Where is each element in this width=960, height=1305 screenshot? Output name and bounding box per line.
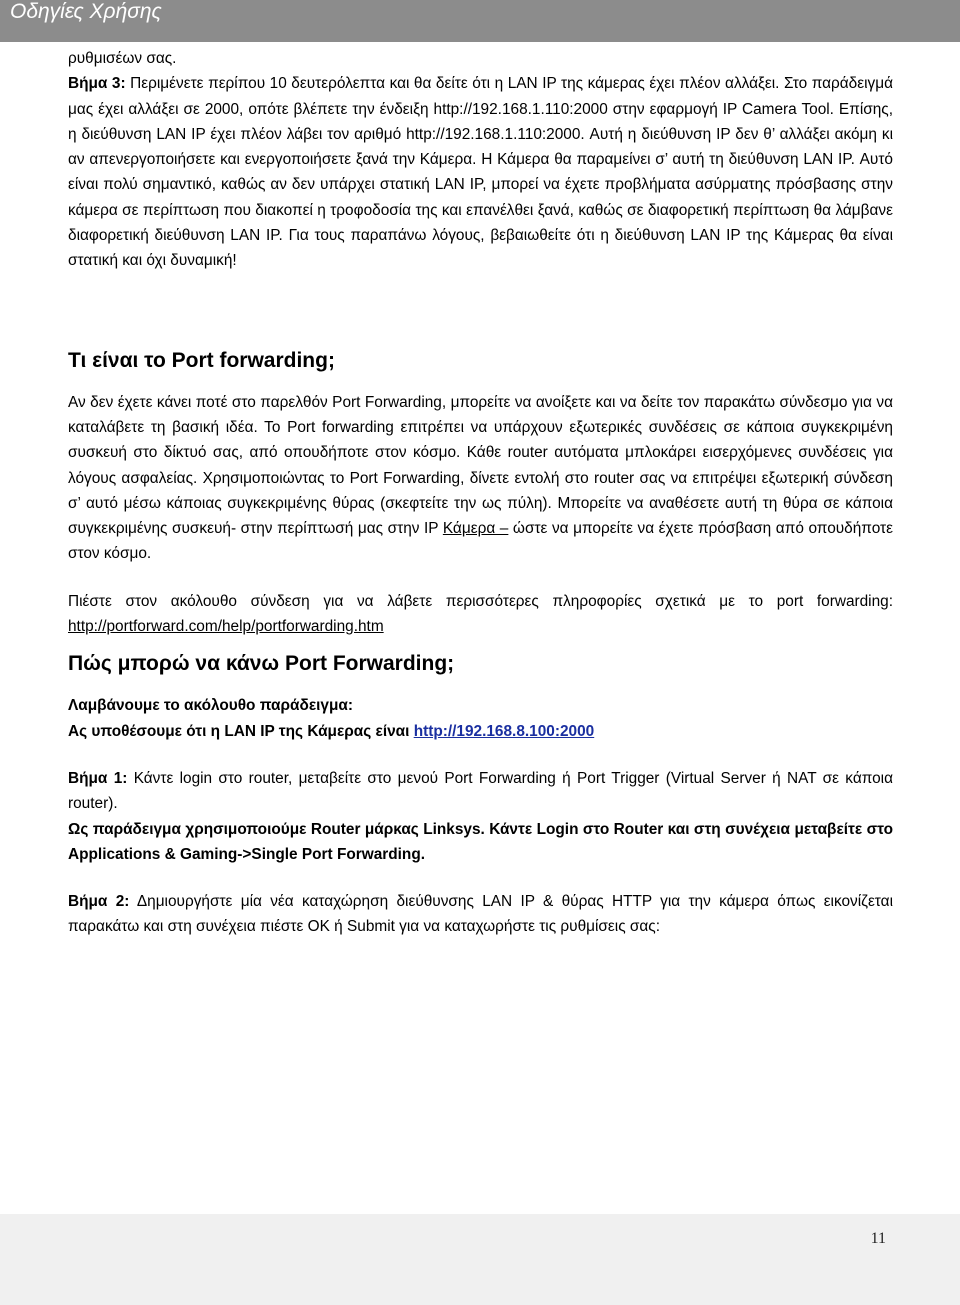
- underlined-camera: Κάμερα –: [442, 520, 509, 538]
- paragraph-step1: Βήμα 1: Κάντε login στο router, μεταβείτε στο μενού Port Forwarding ή Port Trigger (Virtual Server ή NAT σε κάποια router).: [68, 769, 893, 813]
- example-assume: Ας υποθέσουμε ότι η LAN IP της Κάμερας είναι http://192.168.8.100:2000: [68, 722, 595, 740]
- step1-label: Βήμα 1:: [68, 769, 128, 787]
- portforward-link[interactable]: http://portforward.com/help/portforwarding.htm: [68, 618, 384, 636]
- example-intro: Λαμβάνουμε το ακόλουθο παράδειγμα:: [68, 697, 353, 715]
- paragraph-lead: ρυθμισέων σας.: [68, 50, 177, 67]
- page-number: 11: [870, 1230, 886, 1247]
- step3-label: Βήμα 3:: [68, 75, 126, 93]
- header-band: [0, 0, 960, 42]
- heading-how-to-port-forward: Πώς μπορώ να κάνω Port Forwarding;: [68, 652, 455, 676]
- footer-band: [0, 1214, 960, 1305]
- paragraph-step3: [68, 71, 893, 273]
- document-body: [68, 46, 893, 940]
- paragraph-more-info: Πιέστε στον ακόλουθο σύνδεση για να λάβετε περισσότερες πληροφορίες σχετικά με το port forwarding: http://portforward.com/help/portforwarding.htm: [68, 592, 893, 636]
- paragraph-port-forwarding-intro: Αν δεν έχετε κάνει ποτέ στο παρελθόν Port Forwarding, μπορείτε να ανοίξετε και να δείτε τον παρακάτω σύνδεσμο για να καταλάβετε τη βασική ιδέα. Το Port forwarding επιτρέπει να υπάρχουν εξωτερικές συνδέσεις σε κάποια συγκεκριμένη συσκευή στο δίκτυό σας, από οπουδήποτε στον κόσμο. Κάθε router αυτόματα μπλοκάρει εισερχόμενες συνδέσεις για λόγους ασφαλείας. Χρησιμοποιώντας το Port Forwarding, δίνετε εντολή στο router σας να επιτρέψει εξωτερική σύνδεση σ’ αυτό μέσω κάποιας συγκεκριμένης θύρας (σκεφτείτε την ως πύλη). Μπορείτε να αναθέσετε αυτή τη θύρα σε κάποια συγκεκριμένης συσκευή- στην περίπτωσή μας στην IP Κάμερα – ώστε να μπορείτε να έχετε πρόσβαση από οπουδήποτε στον κόσμο.: [68, 393, 893, 563]
- step2-label: Βήμα 2:: [68, 893, 130, 911]
- paragraph-step1-example: Ως παράδειγμα χρησιμοποιούμε Router μάρκας Linksys. Κάντε Login στο Router και στη συνέχεια μεταβείτε στο Applications & Gaming->Single Port Forwarding.: [68, 820, 893, 863]
- document-title: Οδηγίες Χρήσης: [10, 0, 162, 23]
- step3-text: Περιμένετε περίπου 10 δευτερόλεπτα και θα δείτε ότι η LAN IP της κάμερας έχει πλέον αλλάξει. Στο παράδειγμά μας έχει αλλάξει σε 2000, οπότε βλέπετε την ένδειξη http://192.168.1.110:2000 στην εφαρμογή IP Camera Tool. Επίσης, η διεύθυνση LAN IP έχει πλέον λάβει τον αριθμό http://192.168.1.110:2000. Αυτή η διεύθυνση IP δεν θ’ αλλάξει ακόμη κι αν απενεργοποιήσετε και ενεργοποιήσετε ξανά την Κάμερα. Η Κάμερα θα παραμείνει σ’ αυτή τη διεύθυνση LAN IP. Αυτό είναι πολύ σημαντικό, καθώς αν δεν υπάρχει στατική LAN IP, μπορεί να έχετε προβλήματα ασύρματης πρόσβασης στην κάμερα σε περίπτωση που διακοπεί η τροφοδοσία της και επανέλθει ξανά, καθώς σε διαφορετική περίπτωση θα λάμβανε διαφορετική διεύθυνση LAN IP. Για τους παραπάνω λόγους, βεβαιωθείτε ότι η διεύθυνση LAN IP της Κάμερας θα είναι στατική και όχι δυναμική!: [68, 75, 893, 270]
- paragraph-step2: Βήμα 2: Δημιουργήστε μία νέα καταχώρηση διεύθυνσης LAN IP & θύρας HTTP για την κάμερα όπως εικονίζεται παρακάτω και στη συνέχεια πιέστε OK ή Submit για να καταχωρήστε τις ρυθμίσεις σας:: [68, 893, 893, 936]
- camera-ip-link[interactable]: http://192.168.8.100:2000: [413, 722, 595, 740]
- heading-what-is-port-forwarding: Τι είναι το Port forwarding;: [68, 348, 335, 372]
